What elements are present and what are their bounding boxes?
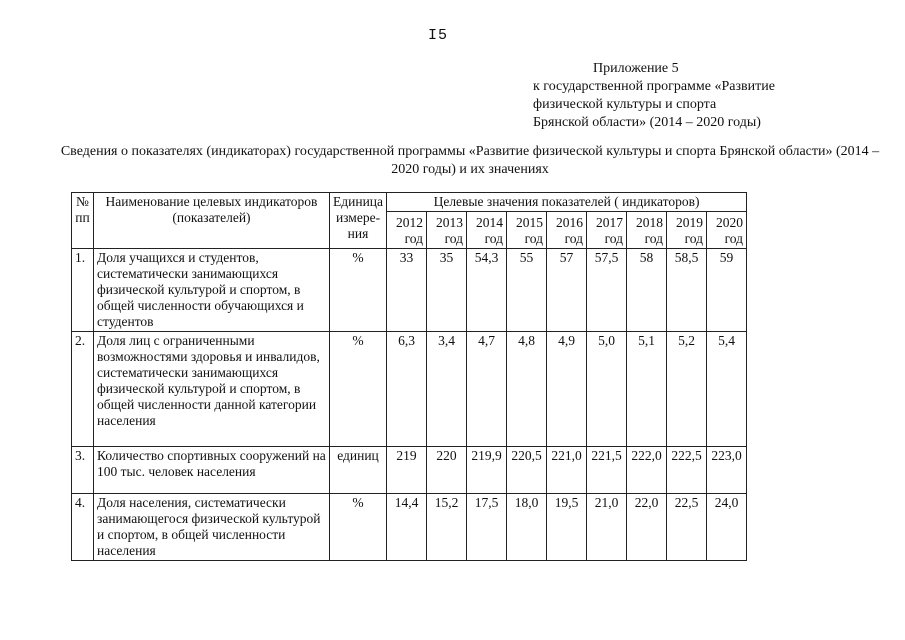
value-cell: 22,5 [667, 494, 707, 561]
row-number: 1. [72, 249, 94, 332]
value-cell: 19,5 [547, 494, 587, 561]
year-header: 2018 год [627, 212, 667, 249]
appendix-title: Приложение 5 [593, 61, 679, 76]
value-cell: 220,5 [507, 447, 547, 494]
value-cell: 24,0 [707, 494, 747, 561]
table-row [72, 447, 747, 494]
document-title: Сведения о показателях (индикаторах) государственной программы «Развитие физической культуры и спорта Брянской области» (2014 – 2020 годы) и их значениях [60, 144, 880, 177]
row-number: 3. [72, 447, 94, 494]
unit-cell: % [330, 249, 387, 332]
unit-cell: % [330, 332, 387, 447]
header-indicator-name: Наименование целевых индикаторов (показателей) [94, 193, 330, 249]
table-row [72, 249, 747, 332]
value-cell: 57,5 [587, 249, 627, 332]
appendix-line: физической культуры и спорта [533, 97, 717, 112]
appendix-line: к государственной программе «Развитие [533, 79, 775, 94]
table-row [72, 332, 747, 447]
value-cell: 58,5 [667, 249, 707, 332]
value-cell: 221,5 [587, 447, 627, 494]
indicator-name: Доля населения, систематически занимающегося физической культурой и спортом, в общей численности населения [94, 494, 330, 561]
value-cell: 55 [507, 249, 547, 332]
year-header: 2012 год [387, 212, 427, 249]
value-cell: 5,4 [707, 332, 747, 447]
appendix-line: Брянской области» (2014 – 2020 годы) [533, 115, 761, 130]
value-cell: 58 [627, 249, 667, 332]
value-cell: 21,0 [587, 494, 627, 561]
unit-cell: % [330, 494, 387, 561]
value-cell: 6,3 [387, 332, 427, 447]
value-cell: 33 [387, 249, 427, 332]
value-cell: 219 [387, 447, 427, 494]
value-cell: 35 [427, 249, 467, 332]
year-header: 2014 год [467, 212, 507, 249]
header-target-values: Целевые значения показателей ( индикаторов) [387, 193, 747, 212]
row-number: 2. [72, 332, 94, 447]
header-number: № пп [72, 193, 94, 249]
value-cell: 4,7 [467, 332, 507, 447]
value-cell: 4,9 [547, 332, 587, 447]
indicator-name: Количество спортивных сооружений на 100 тыс. человек населения [94, 447, 330, 494]
value-cell: 3,4 [427, 332, 467, 447]
year-header: 2013 год [427, 212, 467, 249]
value-cell: 222,5 [667, 447, 707, 494]
value-cell: 17,5 [467, 494, 507, 561]
appendix-block [533, 60, 873, 132]
value-cell: 59 [707, 249, 747, 332]
value-cell: 5,0 [587, 332, 627, 447]
year-header: 2017 год [587, 212, 627, 249]
value-cell: 5,2 [667, 332, 707, 447]
value-cell: 57 [547, 249, 587, 332]
value-cell: 221,0 [547, 447, 587, 494]
value-cell: 223,0 [707, 447, 747, 494]
year-header: 2020 год [707, 212, 747, 249]
value-cell: 18,0 [507, 494, 547, 561]
unit-cell: единиц [330, 447, 387, 494]
value-cell: 222,0 [627, 447, 667, 494]
value-cell: 15,2 [427, 494, 467, 561]
value-cell: 14,4 [387, 494, 427, 561]
value-cell: 219,9 [467, 447, 507, 494]
year-header: 2015 год [507, 212, 547, 249]
value-cell: 220 [427, 447, 467, 494]
table-row [72, 494, 747, 561]
header-unit: Единица измере-ния [330, 193, 387, 249]
value-cell: 22,0 [627, 494, 667, 561]
indicator-name: Доля лиц с ограниченными возможностями здоровья и инвалидов, систематически занимающихся физической культурой и спортом, в общей численности данной категории населения [94, 332, 330, 447]
value-cell: 4,8 [507, 332, 547, 447]
value-cell: 5,1 [627, 332, 667, 447]
page-number: I5 [428, 27, 449, 44]
value-cell: 54,3 [467, 249, 507, 332]
year-header: 2019 год [667, 212, 707, 249]
year-header: 2016 год [547, 212, 587, 249]
indicator-name: Доля учащихся и студентов, систематически занимающихся физической культурой и спортом, в общей численности обучающихся и студентов [94, 249, 330, 332]
row-number: 4. [72, 494, 94, 561]
indicators-table [71, 192, 747, 561]
